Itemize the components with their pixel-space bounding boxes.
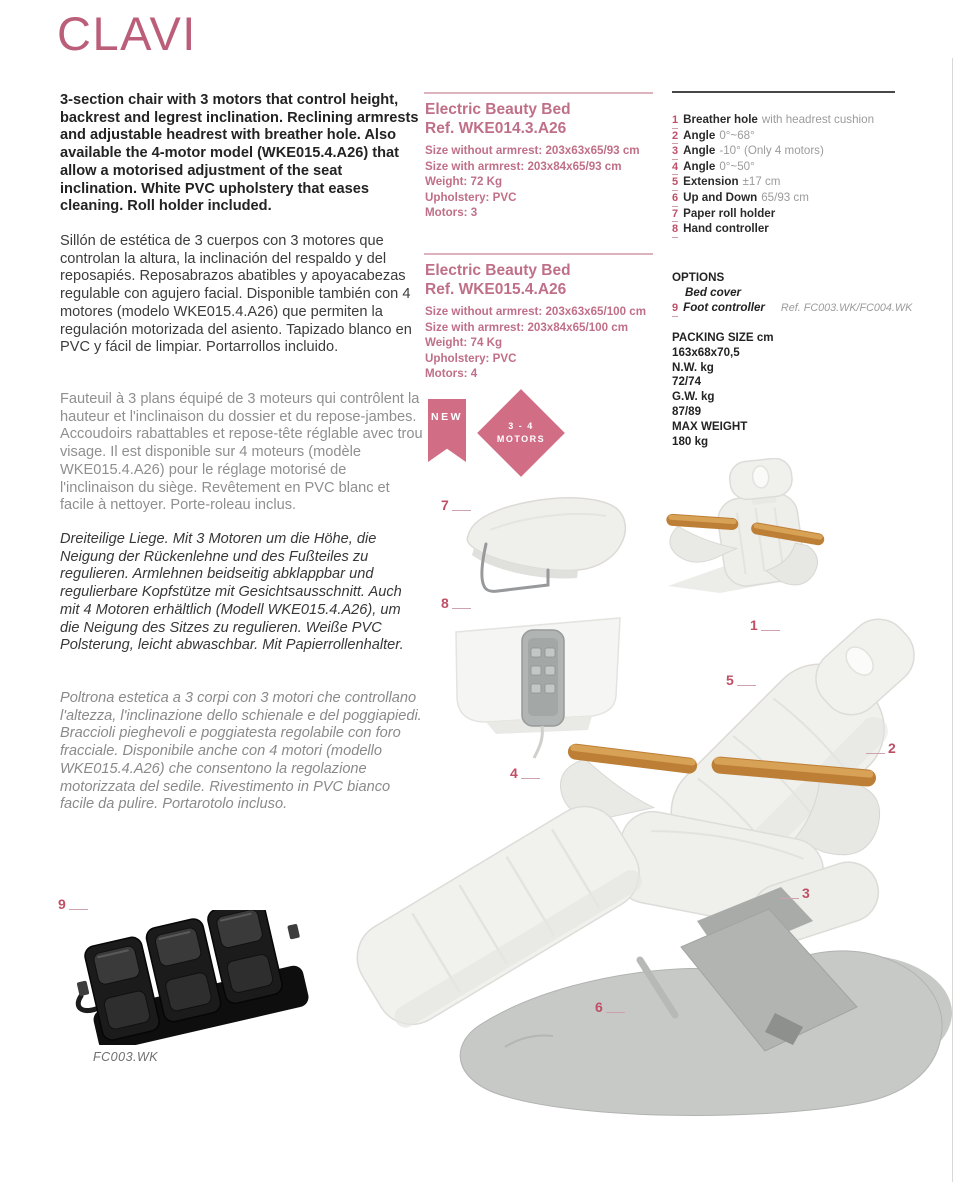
page-edge-line <box>952 58 953 1182</box>
product-1-name: Electric Beauty Bed <box>425 101 571 118</box>
spec-line: Size with armrest: 203x84x65/100 cm <box>425 320 629 334</box>
foot-controller-photo <box>65 910 315 1045</box>
feature-value: 65/93 cm <box>761 190 809 204</box>
callout-6-number: 6 <box>595 999 603 1015</box>
motors-badge-label <box>477 389 565 477</box>
option-number: 9 <box>672 301 678 317</box>
packing-line: N.W. kg <box>672 360 714 374</box>
callout-tail <box>866 753 885 754</box>
spec-line: Weight: 74 Kg <box>425 336 503 350</box>
feature-number: 5 <box>672 175 678 191</box>
product-2-specs <box>425 304 657 382</box>
feature-label: Up and Down <box>683 190 758 204</box>
callout-4 <box>510 766 540 780</box>
spec-line: Upholstery: PVC <box>425 351 517 365</box>
feature-value: ±17 cm <box>742 175 781 189</box>
callout-1-number: 1 <box>750 617 758 633</box>
feature-label: Angle <box>683 128 716 142</box>
description-english: 3-section chair with 3 motors that control height, backrest and legrest inclination. Reclining armrests and adjustable headrest with breather hole. Also available the 4-motor model (WKE015.4.A26) that allow a motorised adjustment of the seat inclination. White PVC upholstery that eases cleaning. Roll holder included. <box>60 92 419 215</box>
callout-tail <box>452 608 471 609</box>
feature-number: 1 <box>672 113 678 129</box>
feature-label: Angle <box>683 144 716 158</box>
callout-8 <box>441 596 471 610</box>
feature-label: Hand controller <box>683 222 769 236</box>
packing-line: G.W. kg <box>672 390 715 404</box>
spec-line: Motors: 4 <box>425 367 478 381</box>
feature-number: 6 <box>672 191 678 207</box>
description-spanish: Sillón de estética de 3 cuerpos con 3 motores que controlan la altura, la inclinación del respaldo y del reposapiés. Reposabrazos abatibles y apoyacabezas regulable con agujero facial. Disponible también con 4 motores (modelo WKE015.4.A26) que permiten la regulación motorizada del asiento. Tapizado blanco en PVC y fácil de limpiar. Portarrollos incluido. <box>60 233 412 356</box>
callout-tail <box>761 630 780 631</box>
divider-product-2 <box>424 253 653 255</box>
callout-tail <box>521 778 540 779</box>
options-section <box>672 270 922 317</box>
product-spec-1 <box>425 101 657 221</box>
features-list <box>672 113 900 238</box>
packing-line: 163x68x70,5 <box>672 345 740 359</box>
feature-label: Paper roll holder <box>683 206 776 220</box>
callout-9 <box>58 897 88 911</box>
product-1-ref: Ref. WKE014.3.A26 <box>425 119 567 137</box>
option-row <box>672 285 922 300</box>
feature-row <box>672 113 900 129</box>
feature-row <box>672 129 900 145</box>
callout-9-number: 9 <box>58 896 66 912</box>
callout-6 <box>595 1000 625 1014</box>
feature-number: 4 <box>672 160 678 176</box>
options-heading: OPTIONS <box>672 271 725 284</box>
feature-row <box>672 207 900 223</box>
spec-line: Size with armrest: 203x84x65/93 cm <box>425 159 622 173</box>
callout-5 <box>726 673 756 687</box>
feature-value: 0°~50° <box>719 159 755 173</box>
packing-line: 87/89 <box>672 404 702 418</box>
feature-row <box>672 191 900 207</box>
callout-2 <box>866 741 896 755</box>
option-row <box>672 300 922 317</box>
feature-number: 2 <box>672 129 678 145</box>
description-german: Dreiteilige Liege. Mit 3 Motoren um die Höhe, die Neigung der Rückenlehne und des Fußteiles zu regulieren. Armlehnen beidseitig abklappbar und regulierbare Kopfstütze mit Gesichtsausschnitt. Auch mit 4 Motoren erhältlich (Modell WKE015.4.A26), um die Neigung des Sitzes zu regulieren. Weiße PVC Polsterung, leicht abwaschbar. Mit Papierrollenhalter. <box>60 531 404 654</box>
feature-row <box>672 144 900 160</box>
callout-tail <box>780 898 799 899</box>
feature-number: 3 <box>672 144 678 160</box>
feature-row <box>672 222 900 238</box>
callout-8-number: 8 <box>441 595 449 611</box>
description-italian: Poltrona estetica a 3 corpi con 3 motori che controllano l'altezza, l'inclinazione dello schienale e del poggiapiedi. Braccioli pieghevoli e poggiatesta regolabile con foro fracciale. Disponibile anche con 4 motori (modello WKE015.4.A26) che consentono la regolazione motorizzata del sedile. Rivestimento in PVC bianco facile da pulire. Portarotolo incluso. <box>60 690 422 813</box>
feature-label: Extension <box>683 175 739 189</box>
callout-tail <box>737 685 756 686</box>
feature-value: -10° (Only 4 motors) <box>719 144 824 158</box>
motors-badge-line1: 3 - 4 <box>508 421 534 431</box>
divider-features <box>672 91 895 93</box>
option-bed-cover: Bed cover <box>685 286 742 299</box>
spec-line: Motors: 3 <box>425 206 478 220</box>
callout-1 <box>750 618 780 632</box>
callout-7-number: 7 <box>441 497 449 513</box>
product-spec-2 <box>425 262 657 382</box>
product-1-specs <box>425 143 657 221</box>
packing-line: MAX WEIGHT <box>672 419 748 433</box>
callout-4-number: 4 <box>510 765 518 781</box>
description-french: Fauteuil à 3 plans équipé de 3 moteurs qui contrôlent la hauteur et l'inclinaison du dossier et du repose-jambes. Accoudoirs rabattables et repose-tête réglable avec trou visage. Il est disponible sur 4 moteurs (modèle WKE015.4.A26) pour le réglage motorisé de l'inclinaison du siège. Revêtement en PVC blanc et facile à nettoyer. Porte-roleau inclus. <box>60 391 423 514</box>
spec-line: Size without armrest: 203x63x65/93 cm <box>425 144 640 157</box>
packing-line: PACKING SIZE cm <box>672 331 774 344</box>
feature-label: Angle <box>683 159 716 173</box>
feature-row <box>672 160 900 176</box>
paper-roll-holder-photo <box>450 478 635 608</box>
feature-value: with headrest cushion <box>761 113 875 126</box>
new-badge-label: NEW <box>431 411 463 423</box>
product-2-ref: Ref. WKE015.4.A26 <box>425 280 567 298</box>
callout-3-number: 3 <box>802 885 810 901</box>
foot-controller-code: FC003.WK <box>93 1050 159 1064</box>
packing-line: 180 kg <box>672 434 709 448</box>
divider-product-1 <box>424 92 653 94</box>
page-title: CLAVI <box>57 7 197 60</box>
product-2-name: Electric Beauty Bed <box>425 262 571 279</box>
callout-2-number: 2 <box>888 740 896 756</box>
callout-3 <box>780 886 810 900</box>
callout-tail <box>606 1012 625 1013</box>
motors-badge-line2: MOTORS <box>496 434 546 444</box>
chair-upper-section-photo <box>658 458 843 593</box>
feature-number: 8 <box>672 222 678 238</box>
feature-row <box>672 175 900 191</box>
packing-section <box>672 331 872 449</box>
option-foot-controller: Foot controller <box>683 301 765 314</box>
spec-line: Size without armrest: 203x63x65/100 cm <box>425 305 647 318</box>
new-ribbon-badge <box>428 399 466 462</box>
option-foot-ref: Ref. FC003.WK/FC004.WK <box>780 302 913 314</box>
feature-label: Breather hole <box>683 113 758 126</box>
main-chair-photo <box>345 615 960 1155</box>
callout-5-number: 5 <box>726 672 734 688</box>
feature-value: 0°~68° <box>719 128 755 142</box>
spec-line: Weight: 72 Kg <box>425 175 503 189</box>
spec-line: Upholstery: PVC <box>425 190 517 204</box>
packing-line: 72/74 <box>672 375 702 389</box>
feature-number: 7 <box>672 207 678 223</box>
